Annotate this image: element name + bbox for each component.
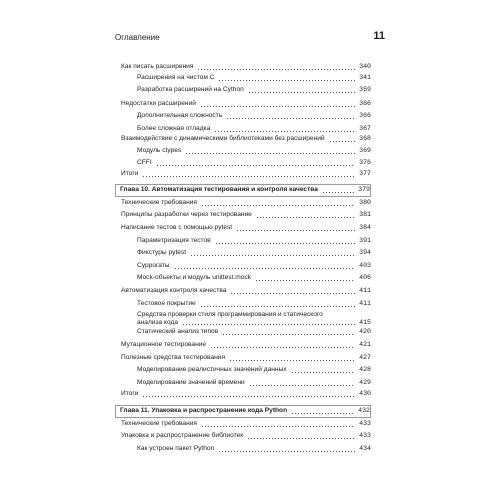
toc-leader-dots <box>229 360 355 361</box>
toc-entry-box <box>133 146 371 157</box>
toc-entry-box <box>133 327 371 338</box>
toc-entry-page: 411 <box>359 287 371 294</box>
toc-entry-row[interactable] <box>0 223 500 235</box>
toc-entry-row[interactable] <box>0 286 500 298</box>
toc-entry-row[interactable] <box>0 169 500 181</box>
toc-entry-title: CFFI <box>137 159 152 166</box>
toc-entry-title: Как устроен пакет Python <box>137 445 215 452</box>
toc-leader-dots <box>156 165 355 166</box>
toc-entry-box <box>133 273 371 284</box>
toc-leader-dots <box>142 176 355 177</box>
toc-leader-dots <box>222 334 355 335</box>
page-number: 11 <box>373 30 385 42</box>
toc-leader-dots <box>230 293 355 294</box>
toc-entry-box <box>133 85 371 96</box>
toc-entry-box <box>133 111 371 122</box>
toc-entry-title: Глава 11. Упаковка и распространение кода Python <box>120 407 288 414</box>
toc-leader-dots <box>291 372 355 373</box>
toc-entry-title: Технические требования <box>121 199 197 206</box>
toc-entry-box <box>115 184 371 197</box>
toc-entry-box <box>133 365 371 376</box>
toc-entry-row[interactable] <box>0 111 500 123</box>
toc-entry-box <box>117 169 371 180</box>
toc-entry-page: 341 <box>359 74 371 81</box>
toc-entry-title: Полезные средства тестирования <box>121 354 226 361</box>
toc-leader-dots <box>249 385 355 386</box>
toc-entry-title: Технические требования <box>121 420 197 427</box>
toc-entry-box <box>133 261 371 272</box>
toc-leader-dots <box>197 69 355 70</box>
toc-entry-page: 430 <box>359 390 371 397</box>
toc-entry-box <box>133 378 371 389</box>
toc-leader-dots <box>255 280 355 281</box>
toc-entry-box <box>117 223 371 234</box>
toc-leader-dots <box>215 243 355 244</box>
toc-entry-box <box>117 431 371 442</box>
toc-leader-dots <box>247 438 355 439</box>
toc-entry-page: 366 <box>359 100 371 107</box>
toc-entry-title: Взаимодействие с динамическими библиотеками без расширений <box>121 135 325 142</box>
toc-entry-title: Упаковка и распространение библиотек <box>121 432 244 439</box>
toc-entry-box <box>117 198 371 209</box>
toc-entry-title: Итоги <box>121 390 139 397</box>
toc-entry-box <box>117 134 371 145</box>
toc-entry-page: 359 <box>359 86 371 93</box>
toc-entry-row[interactable] <box>0 146 500 158</box>
toc-entry-page: 428 <box>359 366 371 373</box>
toc-entry-title: Статический анализ типов <box>137 328 219 335</box>
toc-entry-box <box>133 73 371 84</box>
toc-entry-title: Мутационное тестирование <box>121 341 207 348</box>
toc-entry-page: 420 <box>359 328 371 335</box>
toc-leader-dots <box>218 451 355 452</box>
toc-entry-box <box>133 248 371 259</box>
toc-entry-page: 406 <box>359 274 371 281</box>
toc-entry-page: 434 <box>359 445 371 452</box>
toc-entry-page: 380 <box>359 199 371 206</box>
toc-entry-title: Моделирование значений времени <box>137 379 245 386</box>
toc-leader-dots <box>322 192 354 193</box>
toc-entry-page: 368 <box>359 135 371 142</box>
toc-entry-title: Написание тестов с помощью pytest <box>121 224 233 231</box>
toc-entry-page: 376 <box>359 159 371 166</box>
toc-entry-box <box>133 299 371 310</box>
toc-entry-title: Фикстуры pytest <box>137 249 187 256</box>
toc-entry-row[interactable] <box>0 236 500 248</box>
toc-entry-title: Расширения на чистом C <box>137 74 215 81</box>
toc-entry-title: Автоматизация контроля качества <box>121 287 227 294</box>
toc-entry-row[interactable] <box>0 134 500 146</box>
toc-entry-box <box>133 236 371 247</box>
running-head: Оглавление <box>115 33 160 42</box>
toc-entry-title: Глава 10. Автоматизация тестирования и контроля качества <box>120 186 318 193</box>
toc-entry-page: 367 <box>359 125 371 132</box>
toc-entry-page: 415 <box>359 319 371 326</box>
toc-entry-row[interactable] <box>0 340 500 352</box>
toc-entry-row[interactable] <box>0 389 500 401</box>
toc-entry-title: Принципы разработки через тестирование <box>121 211 252 218</box>
toc-entry-row[interactable] <box>0 365 500 377</box>
toc-entry-box <box>117 286 371 297</box>
toc-entry-title: Как писать расширения <box>121 63 194 70</box>
toc-leader-dots <box>201 426 355 427</box>
toc-entry-page: 427 <box>359 354 371 361</box>
toc-leader-dots <box>291 413 354 414</box>
toc-entry-page: 429 <box>359 379 371 386</box>
toc-entry-page: 381 <box>359 211 371 218</box>
toc-leader-dots <box>214 131 355 132</box>
toc-leader-dots <box>218 80 355 81</box>
toc-entry-title: Моделирование реалистичных значений данных <box>137 366 287 373</box>
toc-entry-page: 379 <box>358 186 370 193</box>
toc-entry-box <box>117 353 371 364</box>
toc-entry-row[interactable] <box>0 273 500 285</box>
toc-entry-title: Тестовое покрытие <box>137 300 196 307</box>
toc-entry-page: 384 <box>359 224 371 231</box>
toc-entry-title: Модуль ctypes <box>137 147 182 154</box>
toc-entry-title: Суррогаты <box>137 262 170 269</box>
toc-entry-row[interactable] <box>0 85 500 97</box>
toc-entry-page: 391 <box>359 237 371 244</box>
toc-entry-page: 411 <box>359 300 371 307</box>
toc-entry-row[interactable] <box>0 444 500 456</box>
toc-entry-title: Разработка расширений на Cython <box>137 86 244 93</box>
toc-entry-title: Дополнительная сложность <box>137 112 223 119</box>
toc-entry-row[interactable] <box>0 248 500 260</box>
toc-entry-box <box>117 99 371 110</box>
toc-entry-box <box>133 158 371 169</box>
toc-chapter-row[interactable] <box>0 405 500 417</box>
toc-entry-page: 366 <box>359 112 371 119</box>
toc-entry-page: 369 <box>359 147 371 154</box>
toc-entry-row[interactable] <box>0 353 500 365</box>
toc-entry-page: 421 <box>359 341 371 348</box>
toc-leader-dots <box>182 324 355 325</box>
toc-entry-row[interactable] <box>0 431 500 443</box>
toc-entry-title: Более сложная отладка <box>137 125 211 132</box>
toc-entry-box <box>117 340 371 351</box>
toc-entry-box <box>117 62 371 73</box>
toc-entry-row[interactable] <box>0 198 500 210</box>
toc-leader-dots <box>210 347 355 348</box>
toc-entry-row[interactable] <box>0 73 500 85</box>
toc-entry-box <box>117 210 371 221</box>
toc-leader-dots <box>201 205 355 206</box>
toc-leader-dots <box>256 217 355 218</box>
toc-entry-box <box>115 405 371 418</box>
toc-entry-page: 394 <box>359 249 371 256</box>
toc-entry-title: Итоги <box>121 170 139 177</box>
toc-entry-title: Mock-объекты и модуль unittest.mock <box>137 274 252 281</box>
toc-entry-page: 433 <box>359 420 371 427</box>
toc-leader-dots <box>174 268 355 269</box>
toc-entry-row[interactable] <box>0 261 500 273</box>
toc-entry-row[interactable] <box>0 327 500 339</box>
toc-entry-page: 433 <box>359 432 371 439</box>
toc-entry-box <box>117 389 371 400</box>
toc-entry-page: 377 <box>359 170 371 177</box>
toc-leader-dots <box>236 230 355 231</box>
toc-entry-box <box>117 419 371 430</box>
toc-entry-title: Средства проверки стиля программирования и статического анализа кода <box>137 311 323 326</box>
toc-entry-page: 340 <box>359 63 371 70</box>
toc-entry-row[interactable] <box>0 210 500 222</box>
toc-entry-box <box>133 444 371 455</box>
toc-leader-dots <box>200 306 355 307</box>
toc-leader-dots <box>248 92 355 93</box>
toc-leader-dots <box>226 118 355 119</box>
toc-entry-row[interactable] <box>0 419 500 431</box>
toc-leader-dots <box>185 153 355 154</box>
toc-leader-dots <box>190 255 355 256</box>
toc-leader-dots <box>142 396 355 397</box>
toc-chapter-row[interactable] <box>0 184 500 196</box>
toc-entry-page: 432 <box>358 407 370 414</box>
toc-leader-dots <box>329 141 355 142</box>
toc-leader-dots <box>200 106 355 107</box>
toc-entry-title: Недостатки расширений <box>121 100 196 107</box>
toc-entry-title: Параметризация тестов <box>137 237 211 244</box>
toc-entry-row[interactable] <box>0 99 500 111</box>
toc-entry-page: 403 <box>359 262 371 269</box>
